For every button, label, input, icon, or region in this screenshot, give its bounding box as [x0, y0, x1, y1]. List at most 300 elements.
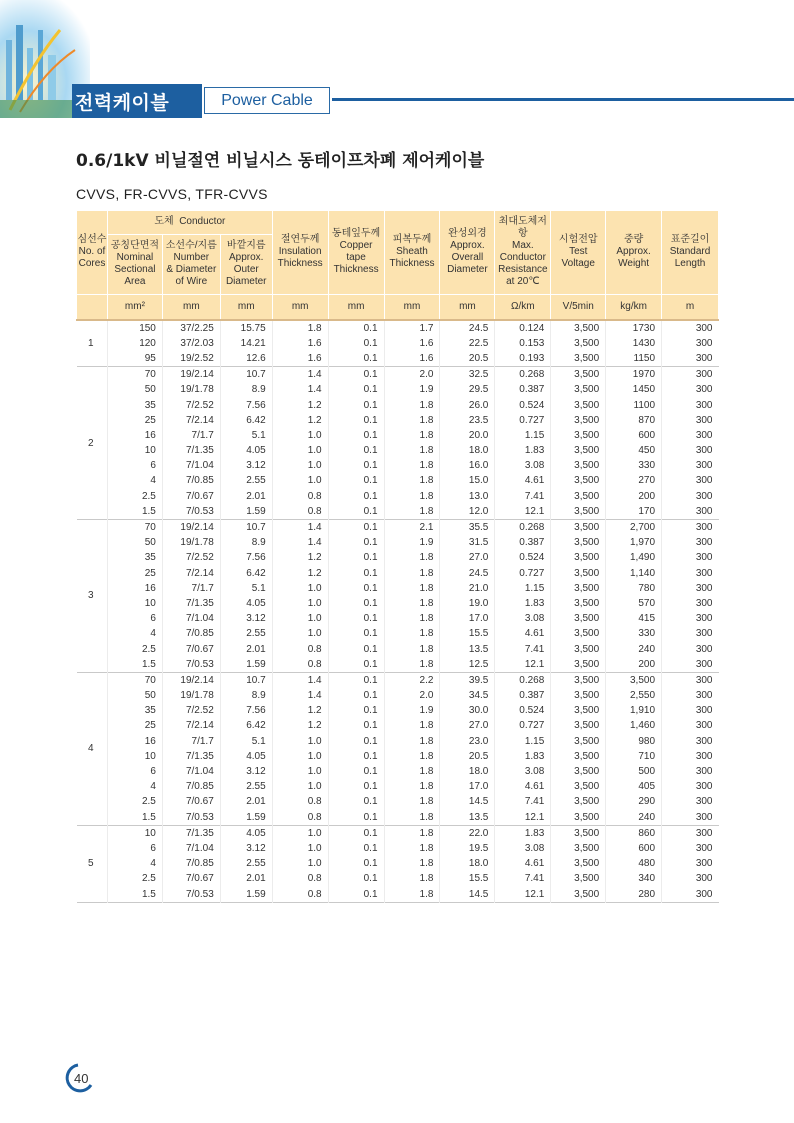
cores-cell: 3: [77, 519, 108, 672]
cell-insulation: 1.0: [272, 428, 328, 443]
cell-area: 25: [107, 718, 162, 733]
header-weight: [606, 211, 662, 294]
header-resistance-ko: 최대도체저항: [498, 216, 547, 240]
cell-voltage: 3,500: [551, 489, 606, 504]
unit-overall: mm: [440, 294, 495, 320]
section-banner: [0, 0, 794, 125]
cell-area: 25: [107, 566, 162, 581]
cell-wire: 7/2.52: [162, 703, 220, 718]
cell-sheath: 1.8: [384, 413, 440, 428]
header-outer-en3: Diameter: [225, 276, 267, 287]
cell-wire: 7/0.67: [162, 641, 220, 656]
cell-weight: 270: [606, 473, 662, 488]
cores-group-5: [77, 825, 719, 902]
cell-insulation: 0.8: [272, 794, 328, 809]
cell-insulation: 1.0: [272, 443, 328, 458]
header-insulation-ko: 절연두께: [280, 234, 320, 246]
cell-weight: 330: [606, 626, 662, 641]
cell-copper: 0.1: [328, 550, 384, 565]
cell-resistance: 4.61: [495, 779, 551, 794]
cell-overall: 34.5: [440, 688, 495, 703]
cell-overall: 18.0: [440, 764, 495, 779]
unit-wire: mm: [162, 294, 220, 320]
cell-wire: 7/0.53: [162, 504, 220, 520]
cell-area: 50: [107, 688, 162, 703]
cell-length: 300: [662, 566, 719, 581]
section-title-ko: 전력케이블: [75, 91, 170, 114]
cell-weight: 1150: [606, 351, 662, 367]
cell-resistance: 0.727: [495, 566, 551, 581]
cell-area: 35: [107, 703, 162, 718]
cell-sheath: 1.8: [384, 841, 440, 856]
cell-overall: 20.0: [440, 428, 495, 443]
header-sheath: [384, 211, 440, 294]
cell-length: 300: [662, 596, 719, 611]
cell-area: 10: [107, 825, 162, 841]
cell-weight: 415: [606, 611, 662, 626]
unit-outer: mm: [220, 294, 272, 320]
cell-weight: 600: [606, 841, 662, 856]
cell-outer: 2.01: [220, 641, 272, 656]
cell-insulation: 1.8: [272, 320, 328, 336]
cell-insulation: 1.2: [272, 550, 328, 565]
header-wire-en2: & Diameter: [166, 264, 217, 275]
cell-copper: 0.1: [328, 657, 384, 673]
cell-insulation: 0.8: [272, 810, 328, 826]
cell-length: 300: [662, 764, 719, 779]
cell-overall: 18.0: [440, 856, 495, 871]
cell-overall: 29.5: [440, 382, 495, 397]
cell-overall: 16.0: [440, 458, 495, 473]
cell-voltage: 3,500: [551, 458, 606, 473]
cell-wire: 19/1.78: [162, 688, 220, 703]
cell-resistance: 1.83: [495, 596, 551, 611]
header-sheath-en1: Sheath: [396, 246, 428, 258]
cell-wire: 37/2.25: [162, 320, 220, 336]
header-wire-ko: 소선수/지름: [165, 240, 217, 251]
cell-insulation: 0.8: [272, 871, 328, 886]
cores-cell: 2: [77, 367, 108, 520]
cell-area: 1.5: [107, 886, 162, 902]
cell-wire: 7/0.67: [162, 871, 220, 886]
cell-weight: 710: [606, 749, 662, 764]
cell-length: 300: [662, 489, 719, 504]
page-number-text: 40: [74, 1071, 89, 1086]
table-row: [77, 550, 719, 565]
cell-sheath: 1.8: [384, 566, 440, 581]
cell-resistance: 4.61: [495, 626, 551, 641]
header-sheath-ko: 피복두께: [392, 234, 432, 246]
cores-cell: 1: [77, 320, 108, 367]
cell-copper: 0.1: [328, 641, 384, 656]
cell-voltage: 3,500: [551, 367, 606, 383]
cell-length: 300: [662, 382, 719, 397]
cell-wire: 7/0.53: [162, 886, 220, 902]
cell-area: 70: [107, 519, 162, 535]
cell-sheath: 1.8: [384, 764, 440, 779]
header-outer-ko: 바깥지름: [226, 240, 266, 251]
cell-outer: 2.01: [220, 489, 272, 504]
header-length: [662, 211, 719, 294]
header-overall-ko: 완성외경: [448, 228, 487, 240]
cell-overall: 14.5: [440, 794, 495, 809]
cell-length: 300: [662, 672, 719, 688]
cell-insulation: 1.2: [272, 397, 328, 412]
cell-overall: 15.0: [440, 473, 495, 488]
table-row: [77, 596, 719, 611]
cell-length: 300: [662, 825, 719, 841]
cell-area: 2.5: [107, 641, 162, 656]
cell-overall: 23.0: [440, 734, 495, 749]
cell-resistance: 3.08: [495, 841, 551, 856]
header-conductor-en: Conductor: [179, 216, 226, 228]
cell-area: 16: [107, 734, 162, 749]
cell-copper: 0.1: [328, 672, 384, 688]
cell-copper: 0.1: [328, 504, 384, 520]
cell-area: 6: [107, 841, 162, 856]
cell-length: 300: [662, 734, 719, 749]
cell-sheath: 2.0: [384, 688, 440, 703]
cell-copper: 0.1: [328, 886, 384, 902]
cell-weight: 1,140: [606, 566, 662, 581]
cell-insulation: 1.0: [272, 779, 328, 794]
header-copper-en1: Copper: [339, 240, 373, 252]
table-row: [77, 489, 719, 504]
cell-outer: 12.6: [220, 351, 272, 367]
cell-wire: 7/2.14: [162, 718, 220, 733]
cell-wire: 19/1.78: [162, 535, 220, 550]
cell-area: 10: [107, 443, 162, 458]
header-sheath-en2: Thickness: [389, 258, 435, 270]
cell-length: 300: [662, 718, 719, 733]
cell-area: 35: [107, 397, 162, 412]
cell-resistance: 7.41: [495, 871, 551, 886]
header-resistance: [495, 211, 551, 294]
cell-voltage: 3,500: [551, 641, 606, 656]
cell-insulation: 1.2: [272, 566, 328, 581]
cell-weight: 600: [606, 428, 662, 443]
cell-copper: 0.1: [328, 794, 384, 809]
cell-resistance: 1.15: [495, 581, 551, 596]
cell-outer: 7.56: [220, 703, 272, 718]
cell-weight: 405: [606, 779, 662, 794]
table-row: [77, 825, 719, 841]
header-area-ko: 공칭단면적: [110, 240, 160, 251]
cell-copper: 0.1: [328, 581, 384, 596]
cell-voltage: 3,500: [551, 519, 606, 535]
header-cores: [77, 211, 108, 294]
cell-outer: 4.05: [220, 749, 272, 764]
cell-overall: 13.5: [440, 810, 495, 826]
cell-insulation: 1.0: [272, 596, 328, 611]
cell-voltage: 3,500: [551, 856, 606, 871]
cell-insulation: 1.0: [272, 626, 328, 641]
header-overall-en2: Overall: [451, 252, 484, 264]
cell-outer: 2.55: [220, 473, 272, 488]
cell-weight: 1730: [606, 320, 662, 336]
cell-voltage: 3,500: [551, 688, 606, 703]
cell-sheath: 1.8: [384, 611, 440, 626]
cell-outer: 3.12: [220, 841, 272, 856]
cell-weight: 240: [606, 810, 662, 826]
cell-overall: 17.0: [440, 611, 495, 626]
cell-insulation: 1.0: [272, 825, 328, 841]
cell-area: 35: [107, 550, 162, 565]
cell-sheath: 1.8: [384, 794, 440, 809]
cell-resistance: 0.387: [495, 382, 551, 397]
cell-overall: 35.5: [440, 519, 495, 535]
cell-area: 4: [107, 473, 162, 488]
cell-resistance: 12.1: [495, 657, 551, 673]
cell-weight: 340: [606, 871, 662, 886]
table-row: [77, 336, 719, 351]
table-row: [77, 657, 719, 673]
cell-overall: 23.5: [440, 413, 495, 428]
cell-resistance: 0.124: [495, 320, 551, 336]
cell-length: 300: [662, 886, 719, 902]
cell-voltage: 3,500: [551, 473, 606, 488]
cell-sheath: 2.2: [384, 672, 440, 688]
cell-sheath: 1.8: [384, 734, 440, 749]
header-copper: [328, 211, 384, 294]
cell-copper: 0.1: [328, 718, 384, 733]
cell-sheath: 1.8: [384, 749, 440, 764]
header-wire-en3: of Wire: [175, 276, 208, 287]
spec-table: [76, 211, 719, 903]
cell-weight: 2,700: [606, 519, 662, 535]
header-wire: [162, 234, 220, 294]
table-row: [77, 764, 719, 779]
cell-overall: 27.0: [440, 718, 495, 733]
cell-resistance: 0.727: [495, 718, 551, 733]
cell-outer: 2.55: [220, 856, 272, 871]
cell-copper: 0.1: [328, 688, 384, 703]
cell-sheath: 1.9: [384, 703, 440, 718]
cell-area: 120: [107, 336, 162, 351]
unit-cores: [77, 294, 108, 320]
cell-weight: 1100: [606, 397, 662, 412]
cell-overall: 39.5: [440, 672, 495, 688]
cell-insulation: 1.0: [272, 473, 328, 488]
table-row: [77, 367, 719, 383]
header-insulation-en2: Thickness: [277, 258, 323, 270]
cell-insulation: 1.0: [272, 764, 328, 779]
cell-overall: 19.0: [440, 596, 495, 611]
cell-resistance: 0.524: [495, 550, 551, 565]
cell-voltage: 3,500: [551, 535, 606, 550]
header-voltage-ko: 시험전압: [558, 234, 598, 246]
cell-wire: 7/2.14: [162, 413, 220, 428]
table-row: [77, 382, 719, 397]
cell-length: 300: [662, 336, 719, 351]
header-conductor-ko: 도체: [154, 216, 174, 228]
cell-voltage: 3,500: [551, 886, 606, 902]
header-cores-ko: 심선수: [77, 234, 107, 246]
cell-resistance: 1.83: [495, 825, 551, 841]
cell-wire: 19/2.14: [162, 672, 220, 688]
cell-insulation: 1.0: [272, 458, 328, 473]
table-row: [77, 611, 719, 626]
cell-insulation: 0.8: [272, 886, 328, 902]
cell-overall: 22.0: [440, 825, 495, 841]
cell-insulation: 0.8: [272, 641, 328, 656]
cell-sheath: 1.7: [384, 320, 440, 336]
cell-voltage: 3,500: [551, 734, 606, 749]
table-row: [77, 703, 719, 718]
cell-copper: 0.1: [328, 871, 384, 886]
cell-area: 4: [107, 856, 162, 871]
cell-weight: 1,490: [606, 550, 662, 565]
table-row: [77, 458, 719, 473]
cell-outer: 6.42: [220, 566, 272, 581]
cell-area: 6: [107, 458, 162, 473]
cell-resistance: 12.1: [495, 886, 551, 902]
cell-copper: 0.1: [328, 841, 384, 856]
table-row: [77, 535, 719, 550]
cell-wire: 19/2.14: [162, 367, 220, 383]
cell-resistance: 3.08: [495, 611, 551, 626]
unit-insulation: mm: [272, 294, 328, 320]
cell-outer: 8.9: [220, 688, 272, 703]
page-number: [64, 1063, 96, 1093]
cell-copper: 0.1: [328, 535, 384, 550]
cell-voltage: 3,500: [551, 764, 606, 779]
cell-overall: 19.5: [440, 841, 495, 856]
cell-copper: 0.1: [328, 489, 384, 504]
cell-insulation: 0.8: [272, 657, 328, 673]
cell-wire: 7/1.04: [162, 764, 220, 779]
header-cores-en1: No. of: [78, 246, 106, 258]
cell-resistance: 1.15: [495, 734, 551, 749]
cell-voltage: 3,500: [551, 611, 606, 626]
cell-wire: 7/1.35: [162, 443, 220, 458]
cell-voltage: 3,500: [551, 320, 606, 336]
cell-sheath: 1.8: [384, 810, 440, 826]
cell-weight: 1970: [606, 367, 662, 383]
header-weight-en1: Approx.: [616, 246, 651, 258]
cell-voltage: 3,500: [551, 779, 606, 794]
cell-outer: 6.42: [220, 413, 272, 428]
cell-copper: 0.1: [328, 596, 384, 611]
cell-overall: 17.0: [440, 779, 495, 794]
cell-copper: 0.1: [328, 351, 384, 367]
cell-length: 300: [662, 443, 719, 458]
cell-length: 300: [662, 749, 719, 764]
cell-resistance: 12.1: [495, 810, 551, 826]
cell-area: 4: [107, 779, 162, 794]
cell-wire: 7/0.85: [162, 779, 220, 794]
cell-resistance: 0.153: [495, 336, 551, 351]
cell-voltage: 3,500: [551, 428, 606, 443]
cell-copper: 0.1: [328, 367, 384, 383]
cell-insulation: 1.4: [272, 535, 328, 550]
unit-voltage: V/5min: [551, 294, 606, 320]
cell-overall: 26.0: [440, 397, 495, 412]
cell-wire: 7/1.35: [162, 596, 220, 611]
cell-copper: 0.1: [328, 856, 384, 871]
cell-voltage: 3,500: [551, 703, 606, 718]
cell-resistance: 0.268: [495, 519, 551, 535]
header-weight-ko: 중량: [623, 234, 644, 246]
header-area: [107, 234, 162, 294]
cell-length: 300: [662, 519, 719, 535]
unit-resistance: Ω/km: [495, 294, 551, 320]
cell-length: 300: [662, 581, 719, 596]
cell-wire: 7/0.67: [162, 489, 220, 504]
cell-copper: 0.1: [328, 336, 384, 351]
cell-sheath: 2.0: [384, 367, 440, 383]
cell-insulation: 1.0: [272, 581, 328, 596]
table-row: [77, 794, 719, 809]
cell-sheath: 1.8: [384, 458, 440, 473]
table-row: [77, 841, 719, 856]
cores-group-3: [77, 519, 719, 672]
cell-resistance: 3.08: [495, 764, 551, 779]
cell-length: 300: [662, 657, 719, 673]
cell-copper: 0.1: [328, 382, 384, 397]
cell-overall: 20.5: [440, 749, 495, 764]
cell-outer: 7.56: [220, 397, 272, 412]
header-length-ko: 표준길이: [670, 234, 710, 246]
cell-length: 300: [662, 504, 719, 520]
cell-overall: 13.0: [440, 489, 495, 504]
cell-area: 16: [107, 428, 162, 443]
header-copper-ko: 동테잎두께: [331, 228, 381, 240]
cell-wire: 7/0.85: [162, 626, 220, 641]
cell-outer: 14.21: [220, 336, 272, 351]
cell-area: 10: [107, 749, 162, 764]
cell-resistance: 4.61: [495, 856, 551, 871]
cell-weight: 870: [606, 413, 662, 428]
product-codes: CVVS, FR-CVVS, TFR-CVVS: [76, 186, 268, 202]
cell-length: 300: [662, 841, 719, 856]
cell-overall: 15.5: [440, 626, 495, 641]
cell-outer: 3.12: [220, 764, 272, 779]
table-row: [77, 413, 719, 428]
cell-voltage: 3,500: [551, 871, 606, 886]
cell-weight: 280: [606, 886, 662, 902]
cell-sheath: 1.8: [384, 428, 440, 443]
cell-overall: 20.5: [440, 351, 495, 367]
cell-voltage: 3,500: [551, 336, 606, 351]
cell-voltage: 3,500: [551, 626, 606, 641]
cell-resistance: 7.41: [495, 794, 551, 809]
cell-voltage: 3,500: [551, 443, 606, 458]
cell-area: 70: [107, 367, 162, 383]
units-row: [77, 294, 719, 320]
cell-length: 300: [662, 351, 719, 367]
cell-voltage: 3,500: [551, 810, 606, 826]
cores-group-4: [77, 672, 719, 825]
cell-resistance: 7.41: [495, 489, 551, 504]
table-row: [77, 688, 719, 703]
cell-area: 1.5: [107, 504, 162, 520]
cell-copper: 0.1: [328, 397, 384, 412]
cell-outer: 10.7: [220, 672, 272, 688]
cell-insulation: 1.0: [272, 841, 328, 856]
cell-sheath: 1.8: [384, 718, 440, 733]
cell-insulation: 1.4: [272, 519, 328, 535]
cell-resistance: 0.268: [495, 672, 551, 688]
header-outer: [220, 234, 272, 294]
cell-wire: 7/0.67: [162, 794, 220, 809]
cell-copper: 0.1: [328, 764, 384, 779]
header-area-en1: Nominal: [116, 252, 154, 263]
cell-length: 300: [662, 810, 719, 826]
cell-sheath: 1.8: [384, 596, 440, 611]
cell-weight: 780: [606, 581, 662, 596]
cell-area: 6: [107, 611, 162, 626]
